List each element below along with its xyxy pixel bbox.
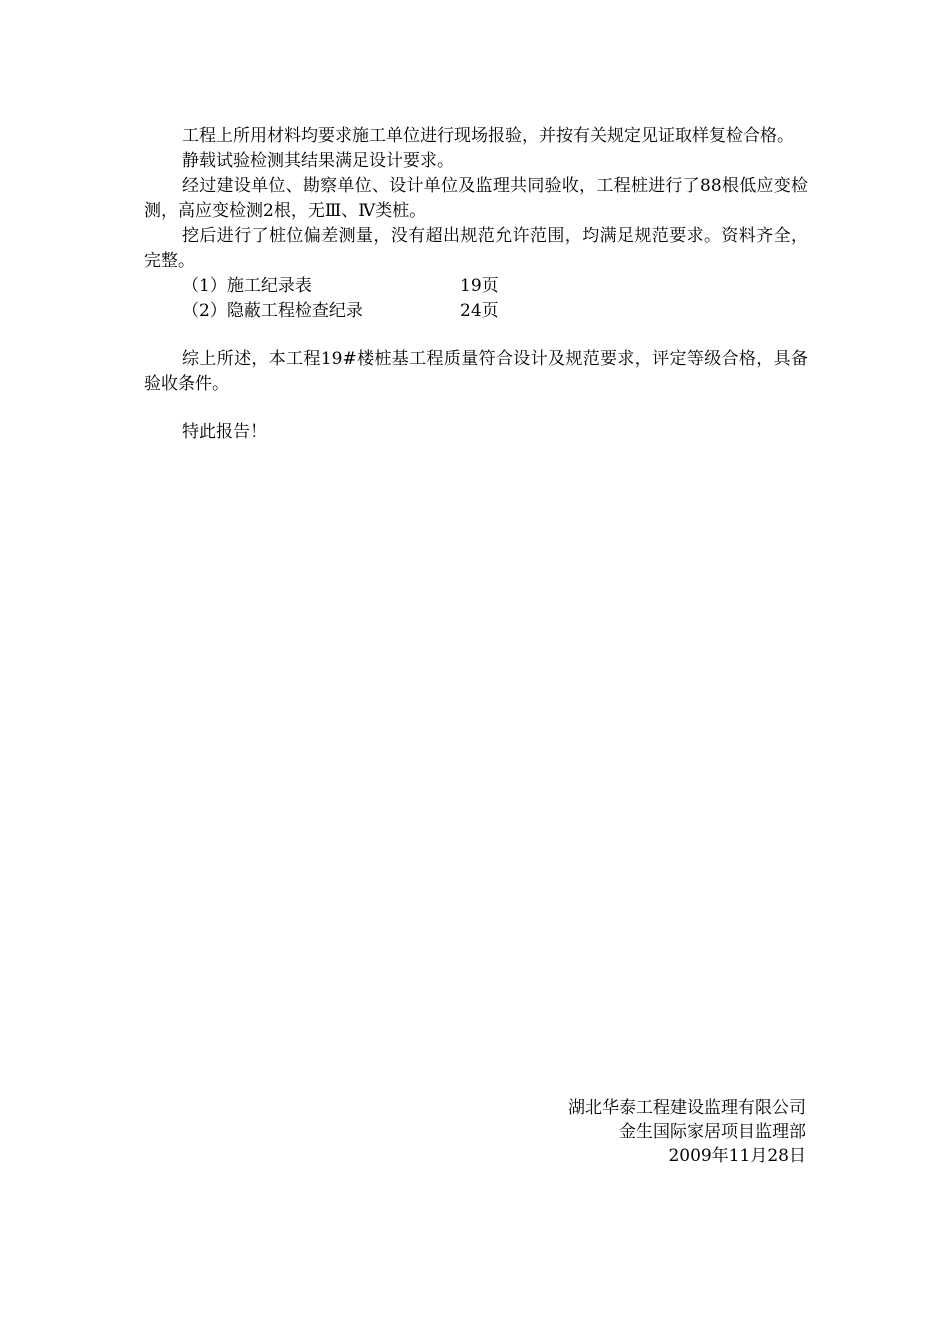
paragraph-materials: 工程上所用材料均要求施工单位进行现场报验，并按有关规定见证取样复检合格。 xyxy=(182,126,794,146)
signature-company: 湖北华泰工程建设监理有限公司 xyxy=(568,1098,806,1118)
record-label: （2）隐蔽工程检查纪录 xyxy=(182,301,363,321)
signature-date: 2009年11月28日 xyxy=(668,1146,806,1166)
record-item-concealed xyxy=(144,299,808,324)
paragraph-deviation: 挖后进行了桩位偏差测量，没有超出规范允许范围，均满足规范要求。资料齐全，完整。 xyxy=(144,226,808,271)
signature-block xyxy=(568,1096,806,1168)
signature-department: 金生国际家居项目监理部 xyxy=(619,1122,806,1142)
record-item-construction xyxy=(144,274,808,299)
spacer xyxy=(144,324,808,347)
record-pages: 24页 xyxy=(460,301,499,321)
spacer xyxy=(144,397,808,420)
report-body xyxy=(144,124,808,445)
paragraph-conclusion: 综上所述，本工程19#楼桩基工程质量符合设计及规范要求，评定等级合格，具备验收条件。 xyxy=(144,349,808,394)
record-pages: 19页 xyxy=(460,276,499,296)
record-label: （1）施工纪录表 xyxy=(182,276,312,296)
paragraph-closing: 特此报告！ xyxy=(182,422,267,442)
paragraph-acceptance: 经过建设单位、勘察单位、设计单位及监理共同验收，工程桩进行了88根低应变检测，高应变检测2根，无Ⅲ、Ⅳ类桩。 xyxy=(144,176,808,221)
paragraph-static-load: 静载试验检测其结果满足设计要求。 xyxy=(182,151,454,171)
